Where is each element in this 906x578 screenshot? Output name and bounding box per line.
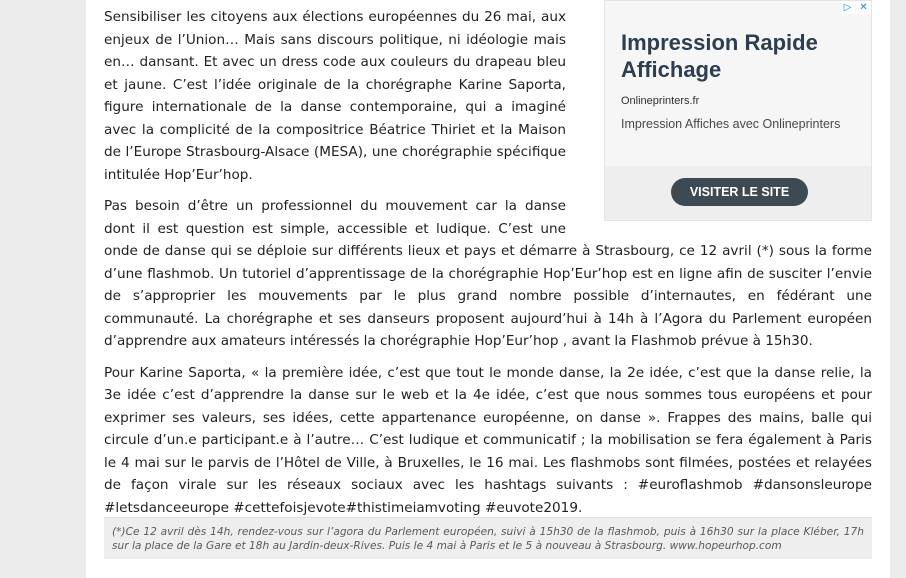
- ad-domain[interactable]: Onlineprinters.fr: [621, 95, 700, 107]
- content-page: [86, 0, 890, 578]
- advertisement[interactable]: [604, 0, 872, 221]
- ad-description[interactable]: Impression Affiches avec Onlineprinters: [621, 117, 841, 131]
- adchoices-icon[interactable]: ▷: [840, 1, 855, 14]
- ad-footer: [605, 166, 871, 220]
- article-paragraph: Pas besoin d’être un professionnel du mouvement car la danse dont il est question est simple, accessible et ludique. C’est une onde de danse qui se déploie sur différents lieux et pays et démarre à Strasbourg, ce 12 avril (*) sous la forme d’une flashmob. Un tutoriel d’apprentissage de la chorégraphie Hop’Eur’hop est en ligne afin de susciter l’envie de s’approprier les mouvements par le plus grand nombre possible d’internautes, en fédérant une communauté. La chorégraphe et ses danseurs proposent aujourd’hui à 14h à l’Agora du Parlement européen d’apprendre aux amateurs intéressés la chorégraphie Hop’Eur’hop , avant la Flashmob prévue à 15h30.: [104, 198, 872, 349]
- article-paragraph: Pour Karine Saporta, « la première idée, c’est que tout le monde danse, la 2e idée, c’est que la danse relie, la 3e idée c’est d’apprendre la danse sur le web et la 4e idée, c’est que nous sommes tous européens et pour exprimer ses valeurs, ses idées, cette appartenance européenne, on danse ». Frappes des mains, balle qui circule d’un.e participant.e à l’autre… C’est ludique et communicatif ; la mobilisation se fera également à Paris le 4 mai sur le parvis de l’Hôtel de Ville, à Bruxelles, le 16 mai. Les flashmobs sont filmées, postées et relayées de façon virale sur les réseaux sociaux avec les hashtags suivants : #euroflashmob #dansonsleurope #letsdanceeurope #cettefoisjevote#thistimeiamvoting #euvote2019.: [104, 364, 872, 516]
- ad-badges: [840, 1, 871, 14]
- article-paragraph: Sensibiliser les citoyens aux élections européennes du 26 mai, aux enjeux de l’Union… Mais sans discours politique, ni idéologie mais en… dansant. Et avec un dress code aux couleurs du drapeau bleu et jaune. C’est l’idée originale de la chorégraphe Karine Saporta, figure internationale de la danse contemporaine, qui a imaginé avec la complicité de la compositrice Béatrice Thiriet et la Maison de l’Europe Strasbourg-Alsace (MESA), une chorégraphie spécifique intitulée Hop’Eur’hop.: [104, 9, 566, 183]
- footnote: (*)Ce 12 avril dès 14h, rendez-vous sur l’agora du Parlement européen, suivi à 15h30 de la flashmob, puis à 16h30 sur la place Kléber, 17h sur la place de la Gare et 18h au Jardin-deux-Rives. Puis le 4 mai à Paris et le 5 à nouveau à Strasbourg. www.hopeurhop.com: [104, 517, 872, 559]
- ad-title[interactable]: Impression Rapide Affichage: [621, 30, 818, 82]
- close-icon[interactable]: ✕: [856, 1, 871, 14]
- visit-site-button[interactable]: VISITER LE SITE: [671, 178, 808, 206]
